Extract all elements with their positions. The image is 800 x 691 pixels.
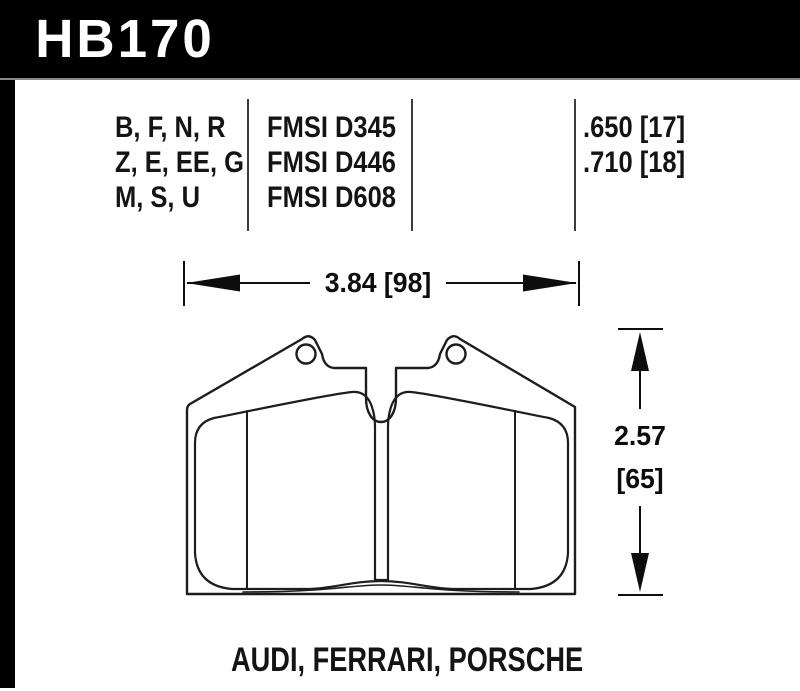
applications-footer <box>15 643 800 678</box>
fmsi-number-row-1: FMSI D345 <box>267 111 396 144</box>
height-arrow-down-icon <box>631 553 649 592</box>
width-arrow-left-icon <box>186 275 240 292</box>
compound-codes-row-2: Z, E, EE, G <box>115 146 244 179</box>
height-arrow-up-icon <box>631 332 649 371</box>
mounting-hole-right <box>447 345 466 364</box>
pad-thickness-row-2: .710 [18] <box>583 146 686 179</box>
width-arrow-right-icon <box>523 275 577 292</box>
vehicle-applications: AUDI, FERRARI, PORSCHE <box>231 641 584 679</box>
fmsi-number-row-3: FMSI D608 <box>267 181 396 214</box>
pad-thickness-row-1: .650 [17] <box>583 111 686 144</box>
fmsi-number-row-2: FMSI D446 <box>267 146 396 179</box>
height-dimension-label-inches: 2.57 <box>614 420 666 451</box>
backing-plate-outline <box>187 336 575 594</box>
width-dimension-label: 3.84 [98] <box>324 267 432 298</box>
part-number: HB170 <box>35 9 215 69</box>
mounting-hole-left <box>297 345 316 364</box>
compound-codes-row-3: M, S, U <box>115 181 201 214</box>
height-dimension-label-mm: [65] <box>616 463 664 494</box>
compound-codes-row-1: B, F, N, R <box>115 111 226 144</box>
